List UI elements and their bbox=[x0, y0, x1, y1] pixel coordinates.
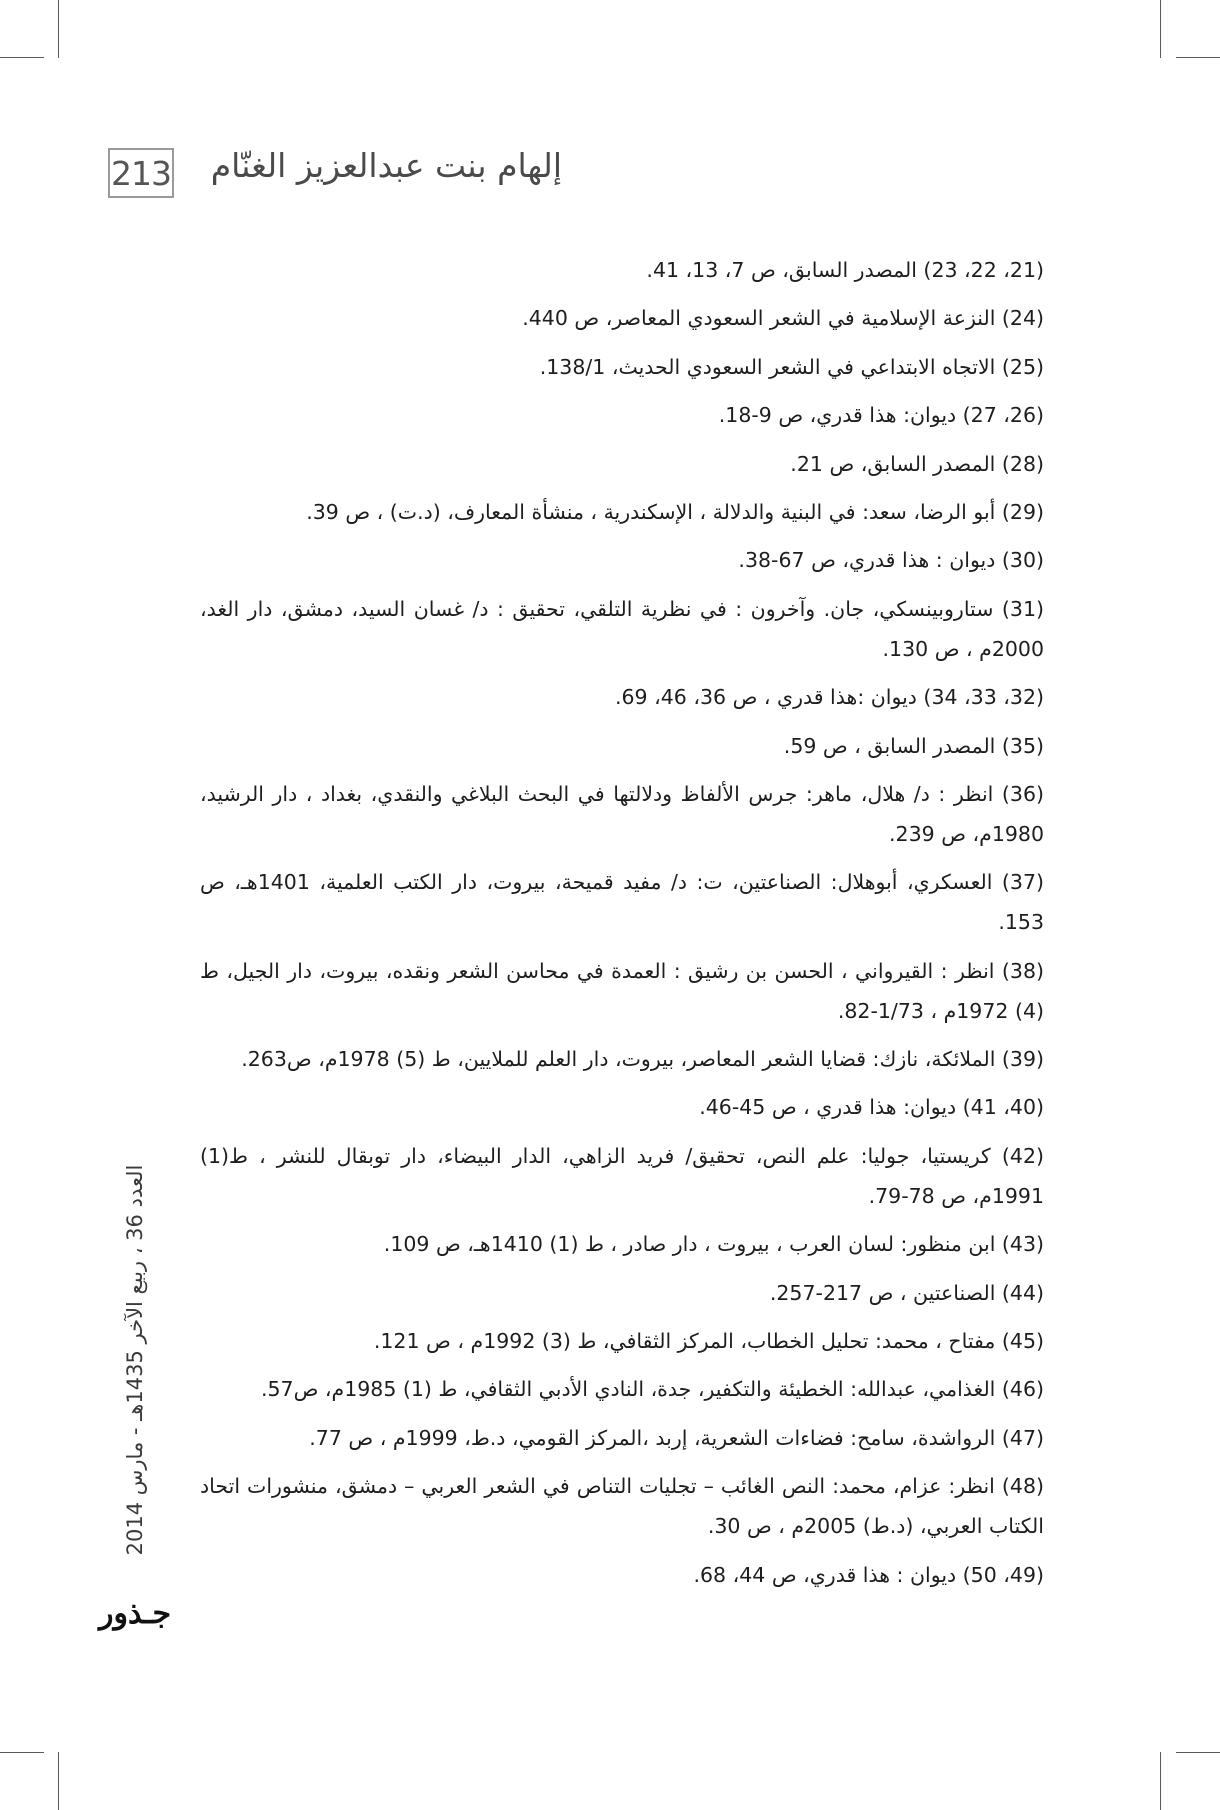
endnote-item: (25) الاتجاه الابتداعي في الشعر السعودي الحديث، 138/1. bbox=[539, 354, 1044, 379]
endnote-item: (40، 41) ديوان: هذا قدري ، ص 45-46. bbox=[699, 1095, 1044, 1120]
endnote-item: (26، 27) ديوان: هذا قدري، ص 9-18. bbox=[718, 403, 1044, 428]
crop-mark bbox=[1160, 0, 1161, 58]
crop-mark bbox=[1176, 1752, 1220, 1753]
endnote-item: (35) المصدر السابق ، ص 59. bbox=[783, 733, 1044, 758]
endnote-item: (47) الرواشدة، سامح: فضاءات الشعرية، إربد ،المركز القومي، د.ط، 1999م ، ص 77. bbox=[309, 1425, 1044, 1450]
crop-mark bbox=[1160, 1752, 1161, 1810]
running-head-author: إلهام بنت عبدالعزيز الغنّام bbox=[210, 146, 562, 185]
crop-mark bbox=[58, 1752, 59, 1810]
issue-info-text: العدد 36 ، ربيع الآخر 1435هـ - مارس 2014 bbox=[123, 1164, 147, 1556]
endnote-item: (32، 33، 34) ديوان :هذا قدري ، ص 36، 46، 69. bbox=[614, 685, 1044, 710]
endnote-item: (31) ستاروبينسكي، جان. وآخرون : في نظرية التلقي، تحقيق : د/ غسان السيد، دمشق، دار الغد، 2000م ، ص 130. bbox=[200, 596, 1044, 661]
endnote-item: (36) انظر : د/ هلال، ماهر: جرس الألفاظ ودلالتها في البحث البلاغي والنقدي، بغداد ، دار الرشيد، 1980م، ص 239. bbox=[200, 781, 1044, 846]
page-number: 213 bbox=[108, 148, 174, 198]
endnote-item: (24) النزعة الإسلامية في الشعر السعودي المعاصر، ص 440. bbox=[522, 306, 1044, 331]
crop-mark bbox=[0, 57, 44, 58]
endnote-item: (45) مفتاح ، محمد: تحليل الخطاب، المركز الثقافي، ط (3) 1992م ، ص 121. bbox=[373, 1329, 1044, 1354]
endnote-item: (49، 50) ديوان : هذا قدري، ص 44، 68. bbox=[693, 1562, 1044, 1587]
endnote-item: (44) الصناعتين ، ص 217-257. bbox=[769, 1280, 1044, 1305]
endnote-item: (42) كريستيا، جوليا: علم النص، تحقيق/ فريد الزاهي، الدار البيضاء، دار توبقال للنشر ، ط(1) 1991م، ص 78-79. bbox=[200, 1143, 1044, 1208]
endnote-item: (43) ابن منظور: لسان العرب ، بيروت ، دار صادر ، ط (1) 1410هـ، ص 109. bbox=[383, 1232, 1044, 1257]
endnote-item: (48) انظر: عزام، محمد: النص الغائب – تجليات التناص في الشعر العربي – دمشق، منشورات اتحاد الكتاب العربي، (د.ط) 2005م ، ص 30. bbox=[200, 1474, 1044, 1539]
crop-mark bbox=[1176, 57, 1220, 58]
endnote-item: (37) العسكري، أبوهلال: الصناعتين، ت: د/ مفيد قميحة، بيروت، دار الكتب العلمية، 1401هـ، ص 153. bbox=[200, 870, 1045, 935]
crop-mark bbox=[0, 1752, 44, 1753]
endnote-item: (30) ديوان : هذا قدري، ص 67-38. bbox=[738, 548, 1044, 573]
endnote-item: (46) الغذامي، عبدالله: الخطيئة والتكفير، جدة، النادي الأدبي الثقافي، ط (1) 1985م، ص57. bbox=[260, 1377, 1044, 1402]
endnote-item: (28) المصدر السابق، ص 21. bbox=[790, 451, 1044, 476]
endnote-item: (21، 22، 23) المصدر السابق، ص 7، 13، 41. bbox=[646, 258, 1044, 282]
endnote-item: (29) أبو الرضا، سعد: في البنية والدلالة ، الإسكندرية ، منشأة المعارف، (د.ت) ، ص 39. bbox=[306, 499, 1044, 524]
endnote-item: (39) الملائكة، نازك: قضايا الشعر المعاصر، بيروت، دار العلم للملايين، ط (5) 1978م، ص263. bbox=[241, 1047, 1044, 1072]
endnotes-list bbox=[200, 250, 1044, 1603]
journal-logo-text: جـذور bbox=[98, 1595, 172, 1631]
journal-logo bbox=[95, 1590, 175, 1636]
issue-info-vertical bbox=[120, 1140, 150, 1580]
endnote-item: (38) انظر : القيرواني ، الحسن بن رشيق : العمدة في محاسن الشعر ونقده، بيروت، دار الجيل، ط (4) 1972م ، 1/73-82. bbox=[200, 958, 1044, 1023]
crop-mark bbox=[58, 0, 59, 58]
